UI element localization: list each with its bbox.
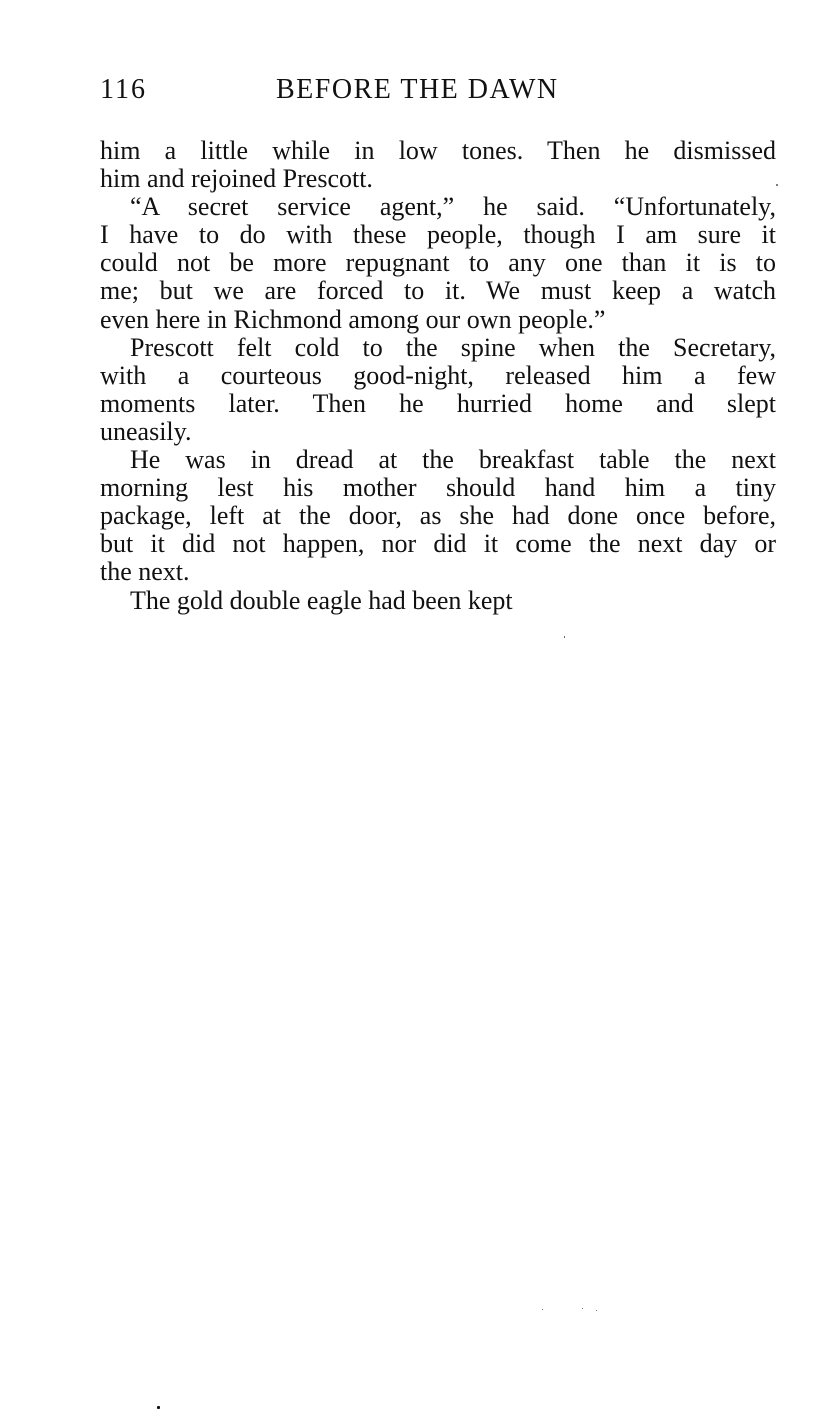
text-line: him a little while in low tones. Then he dismissed xyxy=(100,136,776,165)
scan-speck xyxy=(157,1406,160,1409)
text-line: “A secret service agent,” he said. “Unfortunately, xyxy=(130,192,776,222)
text-line: him and rejoined Prescott. xyxy=(100,164,373,194)
text-line: me; but we are forced to it. We must keep a watch xyxy=(100,276,776,306)
scan-speck xyxy=(582,1308,583,1309)
paragraph xyxy=(100,137,776,193)
paragraph xyxy=(100,193,776,333)
text-line: uneasily. xyxy=(100,416,192,446)
running-title: BEFORE THE DAWN xyxy=(276,74,559,105)
page-number: 116 xyxy=(100,74,147,105)
scan-speck xyxy=(564,636,565,638)
text-line: Prescott felt cold to the spine when the Secretary, xyxy=(130,332,776,362)
text-line: He was in dread at the breakfast table the next xyxy=(130,445,776,475)
paragraph xyxy=(100,446,776,586)
text-line: even here in Richmond among our own people.” xyxy=(100,304,606,334)
text-line: but it did not happen, nor did it come the next day or xyxy=(100,529,776,559)
text-line: I have to do with these people, though I am sure it xyxy=(100,220,776,250)
text-line: The gold double eagle had been kept xyxy=(130,585,513,615)
paragraph xyxy=(100,587,776,615)
scan-speck xyxy=(596,1310,597,1311)
scan-speck xyxy=(542,1309,543,1310)
paragraph xyxy=(100,334,776,446)
running-head xyxy=(100,74,776,110)
text-line: moments later. Then he hurried home and slept xyxy=(100,388,776,418)
text-line: could not be more repugnant to any one than it is to xyxy=(100,248,776,278)
text-line: with a courteous good-night, released him a few xyxy=(100,360,776,390)
text-line: morning lest his mother should hand him a tiny xyxy=(100,473,776,503)
scan-speck xyxy=(776,184,778,186)
body-text xyxy=(100,137,776,615)
text-line: package, left at the door, as she had done once before, xyxy=(100,501,776,531)
text-line: the next. xyxy=(100,557,190,587)
